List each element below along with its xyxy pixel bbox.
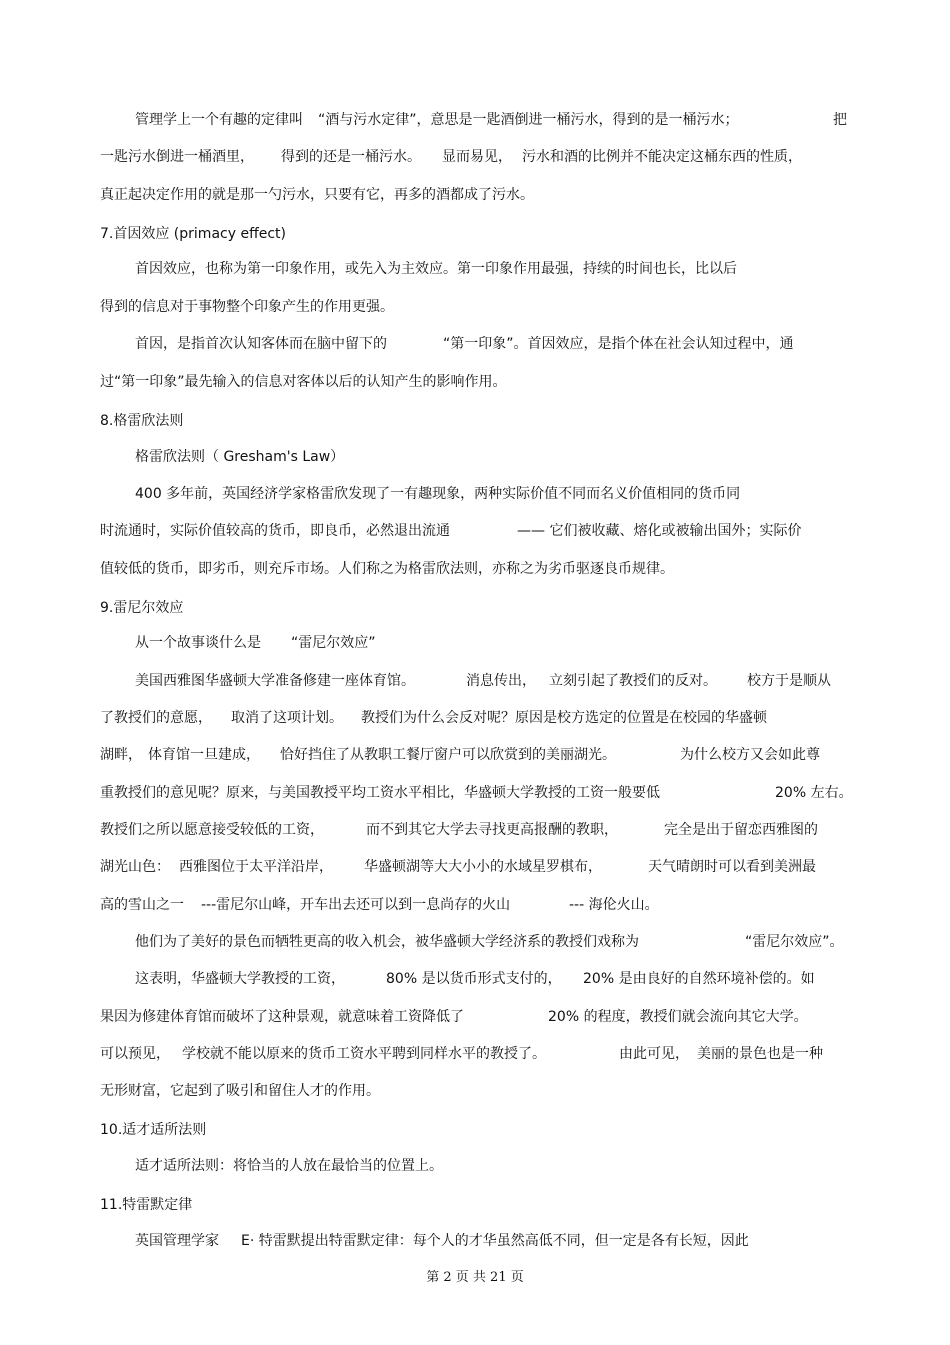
text-segment: 校方于是顺从	[747, 673, 831, 689]
text-line	[0, 557, 950, 581]
text-line	[0, 743, 950, 767]
text-line	[0, 1042, 950, 1066]
text-segment: 美国西雅图华盛顿大学准备修建一座体育馆。	[135, 673, 415, 689]
text-segment: 西雅图位于太平洋沿岸，	[179, 859, 333, 875]
text-segment: 立刻引起了教授们的反对。	[549, 673, 717, 689]
text-segment: 他们为了美好的景色而牺牲更高的收入机会，被华盛顿大学经济系的教授们戏称为	[135, 934, 639, 950]
text-line	[0, 1005, 950, 1029]
text-line	[0, 893, 950, 917]
text-segment: 把	[833, 112, 847, 128]
text-line	[0, 519, 950, 543]
page-footer: 第 2 页 共 21 页	[426, 1270, 524, 1285]
text-segment: 显而易见，	[442, 149, 512, 165]
text-segment: “雷尼尔效应”。	[745, 934, 844, 950]
text-line	[0, 1154, 950, 1178]
text-segment: 9.雷尼尔效应	[100, 600, 184, 616]
text-line	[0, 855, 950, 879]
text-segment: ---雷尼尔山峰，开车出去还可以到一息尚存的火山	[201, 897, 511, 913]
text-segment: 从一个故事谈什么是	[135, 635, 261, 651]
text-segment: 管理学上一个有趣的定律叫	[135, 112, 303, 128]
text-segment: “酒与污水定律”，意思是一匙酒倒进一桶污水，得到的是一桶污水；	[318, 112, 739, 128]
text-segment: 华盛顿湖等大大小小的水域星罗棋布，	[364, 859, 602, 875]
text-segment: 果因为修建体育馆而破坏了这种景观，就意味着工资降低了	[100, 1009, 464, 1025]
text-line	[0, 409, 950, 433]
text-segment: 教授们之所以愿意接受较低的工资，	[100, 822, 324, 838]
text-segment: 值较低的货币，即劣币，则充斥市场。人们称之为格雷欣法则，亦称之为劣币驱逐良币规律。	[100, 561, 674, 577]
text-line	[0, 482, 950, 506]
text-line	[0, 1229, 950, 1253]
text-segment: 无形财富，它起到了吸引和留住人才的作用。	[100, 1083, 380, 1099]
text-segment: 一匙污水倒进一桶酒里，	[100, 149, 254, 165]
text-segment: E· 特雷默提出特雷默定律：每个人的才华虽然高低不同，但一定是各有长短，因此	[241, 1233, 749, 1249]
text-segment: 污水和酒的比例并不能决定这桶东西的性质，	[522, 149, 802, 165]
text-segment: 天气晴朗时可以看到美洲最	[648, 859, 816, 875]
text-segment: 完全是出于留恋西雅图的	[664, 822, 818, 838]
text-line	[0, 145, 950, 169]
text-line	[0, 596, 950, 620]
text-segment: “第一印象”。首因效应，是指个体在社会认知过程中，通	[443, 336, 794, 352]
text-segment: 20% 左右。	[775, 785, 853, 801]
text-segment: 过“第一印象”最先输入的信息对客体以后的认知产生的影响作用。	[100, 374, 507, 390]
text-segment: 可以预见，	[100, 1046, 170, 1062]
text-segment: —— 它们被收藏、熔化或被输出国外；实际价	[517, 523, 802, 539]
text-segment: 8.格雷欣法则	[100, 413, 184, 429]
text-line	[0, 967, 950, 991]
text-segment: 10.适才适所法则	[100, 1122, 207, 1138]
text-line	[0, 257, 950, 281]
text-segment: 英国管理学家	[135, 1233, 219, 1249]
text-line	[0, 631, 950, 655]
text-line	[0, 370, 950, 394]
text-line	[0, 1193, 950, 1217]
text-segment: 80% 是以货币形式支付的，	[386, 971, 562, 987]
text-line	[0, 1118, 950, 1142]
text-segment: 取消了这项计划。	[231, 710, 343, 726]
text-segment: 首因效应，也称为第一印象作用，或先入为主效应。第一印象作用最强，持续的时间也长，比以后	[135, 261, 737, 277]
text-line	[0, 781, 950, 805]
text-segment: 适才适所法则：将恰当的人放在最恰当的位置上。	[135, 1158, 443, 1174]
text-segment: 高的雪山之一	[100, 897, 184, 913]
text-segment: 湖光山色：	[100, 859, 170, 875]
text-segment: 重教授们的意见呢？原来，与美国教授平均工资水平相比，华盛顿大学教授的工资一般要低	[100, 785, 660, 801]
text-segment: 恰好挡住了从教职工餐厅窗户可以欣赏到的美丽湖光。	[280, 747, 616, 763]
text-line	[0, 818, 950, 842]
text-segment: 首因，是指首次认知客体而在脑中留下的	[135, 336, 387, 352]
text-segment: 湖畔，	[100, 747, 142, 763]
text-segment: “雷尼尔效应”	[291, 635, 376, 651]
text-segment: 时流通时，实际价值较高的货币，即良币，必然退出流通	[100, 523, 450, 539]
text-segment: 了教授们的意愿，	[100, 710, 212, 726]
text-line	[0, 108, 950, 132]
text-segment: 7.首因效应 (primacy effect)	[100, 226, 286, 242]
text-segment: 由此可见，	[619, 1046, 689, 1062]
text-segment: 格雷欣法则（ Gresham's Law）	[135, 449, 345, 465]
text-segment: 20% 的程度，教授们就会流向其它大学。	[548, 1009, 808, 1025]
text-segment: 体育馆一旦建成，	[148, 747, 260, 763]
text-line	[0, 183, 950, 207]
text-line	[0, 295, 950, 319]
text-line	[0, 1079, 950, 1103]
text-segment: 得到的信息对于事物整个印象产生的作用更强。	[100, 299, 394, 315]
text-segment: 400 多年前，英国经济学家格雷欣发现了一有趣现象，两种实际价值不同而名义价值相同的货币同	[135, 486, 741, 502]
text-segment: 美丽的景色也是一种	[697, 1046, 823, 1062]
text-segment: 而不到其它大学去寻找更高报酬的教职，	[366, 822, 618, 838]
text-segment: 学校就不能以原来的货币工资水平聘到同样水平的教授了。	[182, 1046, 546, 1062]
text-line	[0, 669, 950, 693]
text-line	[0, 930, 950, 954]
text-line	[0, 445, 950, 469]
text-line	[0, 222, 950, 246]
text-segment: 11.特雷默定律	[100, 1197, 193, 1213]
text-line	[0, 332, 950, 356]
text-segment: 真正起决定作用的就是那一勺污水，只要有它，再多的酒都成了污水。	[100, 187, 534, 203]
text-segment: 为什么校方又会如此尊	[680, 747, 820, 763]
text-segment: 20% 是由良好的自然环境补偿的。如	[583, 971, 815, 987]
text-segment: 得到的还是一桶污水。	[281, 149, 421, 165]
text-segment: 消息传出，	[466, 673, 536, 689]
text-segment: 这表明，华盛顿大学教授的工资，	[135, 971, 345, 987]
text-segment: 教授们为什么会反对呢？原因是校方选定的位置是在校园的华盛顿	[361, 710, 767, 726]
text-line	[0, 706, 950, 730]
text-segment: --- 海伦火山。	[569, 897, 659, 913]
